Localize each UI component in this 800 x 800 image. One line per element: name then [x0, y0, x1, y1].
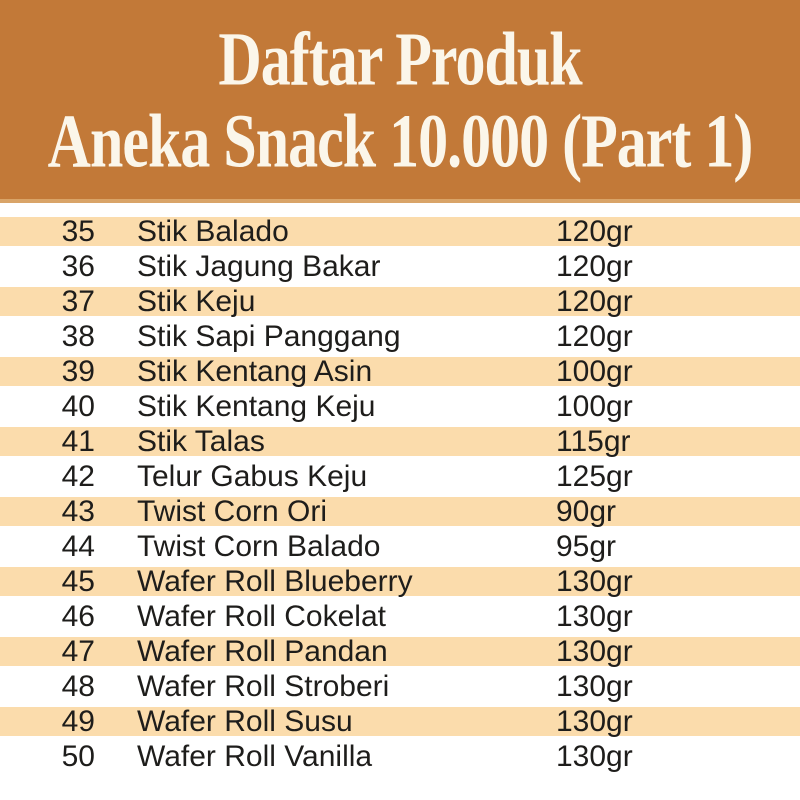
table-row	[0, 529, 800, 564]
product-name: Wafer Roll Stroberi	[137, 669, 390, 703]
table-row	[0, 634, 800, 669]
table-row	[0, 424, 800, 459]
row-number: 48	[61, 669, 95, 703]
product-name: Twist Corn Ori	[137, 494, 328, 528]
table-row	[0, 669, 800, 704]
row-number: 38	[61, 319, 95, 353]
table-row	[0, 319, 800, 354]
row-number: 43	[61, 494, 95, 528]
poster-title-line-2: Aneka Snack 10.000 (Part 1)	[47, 98, 753, 183]
row-number: 45	[61, 564, 95, 598]
poster-title-line-1: Daftar Produk	[218, 16, 582, 101]
product-weight: 100gr	[556, 389, 633, 423]
row-number: 50	[61, 739, 95, 773]
row-number: 47	[61, 634, 95, 668]
row-number: 39	[61, 354, 95, 388]
product-weight: 130gr	[556, 564, 633, 598]
product-weight: 130gr	[556, 739, 633, 773]
product-name: Stik Kentang Asin	[137, 354, 373, 388]
product-name: Wafer Roll Susu	[137, 704, 353, 738]
table-row	[0, 284, 800, 319]
product-weight: 120gr	[556, 249, 633, 283]
row-number: 49	[61, 704, 95, 738]
product-name: Twist Corn Balado	[137, 529, 381, 563]
table-row	[0, 249, 800, 284]
product-name: Stik Talas	[137, 424, 265, 458]
product-name: Stik Jagung Bakar	[137, 249, 381, 283]
table-row	[0, 459, 800, 494]
table-row	[0, 704, 800, 739]
row-number: 35	[61, 214, 95, 248]
table-row	[0, 214, 800, 249]
row-number: 41	[61, 424, 95, 458]
table-row	[0, 564, 800, 599]
table-row	[0, 354, 800, 389]
row-number: 37	[61, 284, 95, 318]
product-table	[0, 214, 800, 774]
header-banner	[0, 0, 800, 203]
row-number: 42	[61, 459, 95, 493]
product-weight: 130gr	[556, 704, 633, 738]
row-number: 44	[61, 529, 95, 563]
product-name: Wafer Roll Blueberry	[137, 564, 413, 598]
row-number: 46	[61, 599, 95, 633]
product-name: Stik Sapi Panggang	[137, 319, 401, 353]
row-number: 40	[61, 389, 95, 423]
product-weight: 120gr	[556, 284, 633, 318]
product-weight: 120gr	[556, 319, 633, 353]
product-weight: 125gr	[556, 459, 633, 493]
product-weight: 120gr	[556, 214, 633, 248]
table-row	[0, 494, 800, 529]
product-name: Stik Kentang Keju	[137, 389, 376, 423]
table-row	[0, 599, 800, 634]
row-number: 36	[61, 249, 95, 283]
product-name: Wafer Roll Vanilla	[137, 739, 373, 773]
product-weight: 130gr	[556, 669, 633, 703]
product-weight: 95gr	[556, 529, 617, 563]
product-name: Stik Keju	[137, 284, 256, 318]
product-name: Wafer Roll Pandan	[137, 634, 388, 668]
product-weight: 115gr	[556, 424, 631, 458]
product-name: Stik Balado	[137, 214, 289, 248]
product-weight: 130gr	[556, 634, 633, 668]
product-weight: 100gr	[556, 354, 633, 388]
product-weight: 90gr	[556, 494, 617, 528]
product-name: Wafer Roll Cokelat	[137, 599, 386, 633]
product-name: Telur Gabus Keju	[137, 459, 368, 493]
product-weight: 130gr	[556, 599, 633, 633]
table-row	[0, 389, 800, 424]
table-row	[0, 739, 800, 774]
